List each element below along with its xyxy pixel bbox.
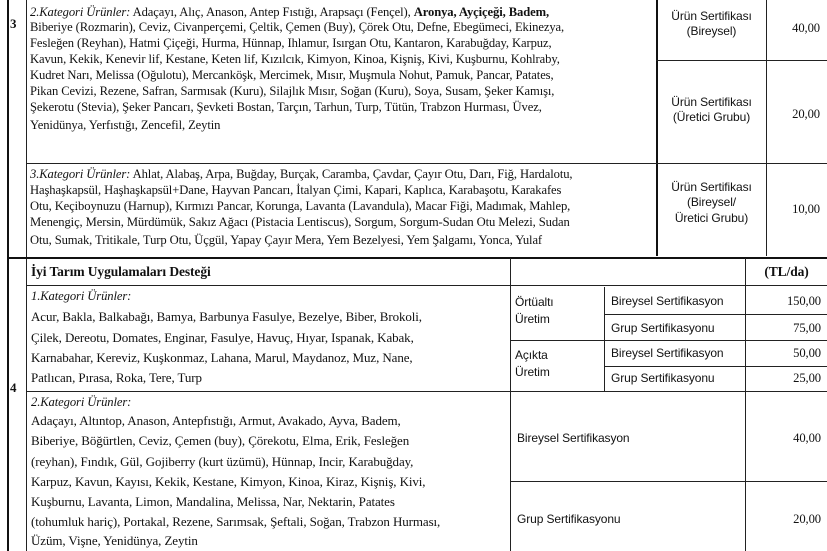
product-list-line: Biberiye (Rozmarin), Ceviz, Civanperçemi, Çeltik, Çemen (Buy), Çörek Otu, Defne, Ebegümeci, Ekinezya, — [30, 20, 565, 34]
price-individual: 40,00 — [792, 21, 820, 35]
price-group: 20,00 — [792, 107, 820, 121]
cert-label: Grup Sertifikasyonu — [611, 321, 715, 335]
product-list-line: Fesleğen (Reyhan), Hatmi Çiçeği, Hurma, Hünnap, Ihlamur, Isırgan Otu, Kantaron, Karabuğday, Karpuz, — [30, 36, 552, 50]
covered-production-label: Örtüaltı Üretim — [515, 295, 554, 327]
cert-price: 50,00 — [793, 346, 821, 360]
product-list-line: Acur, Bakla, Balkabağı, Bamya, Barbunya Fasulye, Bezelye, Biber, Brokoli, — [31, 309, 422, 324]
product-list-line: Adaçayı, Alıç, Anason, Antep Fıstığı, Arapsaçı (Fençel), — [132, 5, 411, 19]
cert-label-individual: Bireysel Sertifikasyon — [517, 431, 630, 445]
row-number-4: 4 — [10, 380, 17, 395]
category-heading: 3.Kategori Ürünler: — [30, 167, 131, 181]
product-list-line: Yenidünya, Yerfıstığı, Zencefil, Zeytin — [30, 118, 221, 132]
price-cat3: 10,00 — [792, 202, 820, 216]
product-list-line: (reyhan), Fındık, Gül, Gojiberry (kurt üzümü), Hünnap, Incir, Karabuğday, — [31, 454, 414, 469]
product-list-line: Otu, Keçiboynuzu (Harnup), Kırmızı Pancar, Korunga, Lavanta (Lavandula), Macar Fiği, Madımak, Mahlep, — [30, 199, 571, 213]
open-field-production-label: Açıkta Üretim — [515, 348, 550, 380]
product-list-line: Patlıcan, Pırasa, Roka, Tere, Turp — [31, 370, 202, 385]
product-list-line: Kudret Narı, Melissa (Oğulotu), Mercanköşk, Mercimek, Mısır, Muşmula Nohut, Pamuk, Pancar, Patates, — [30, 68, 554, 82]
cert-type-group: Ürün Sertifikası (Üretici Grubu) — [671, 95, 752, 125]
product-list-line: Menengiç, Mersin, Mürdümük, Sakız Ağacı (Pistacia Lentiscus), Sorgum, Sorgum-Sudan Otu Melezi, Sudan — [30, 215, 570, 229]
product-list-line: Üzüm, Vişne, Yenidünya, Zeytin — [31, 533, 198, 548]
cert-price: 150,00 — [786, 294, 821, 308]
cert-label: Bireysel Sertifikasyon — [611, 294, 724, 308]
product-list-line: Haşhaşkapsül, Haşhaşkapsül+Dane, Hayvan Pancarı, İtalyan Çimi, Kapari, Kaplıca, Karabaşotu, Karakafes — [30, 183, 562, 197]
bold-product-list: Aronya, Ayçiçeği, Badem, — [413, 5, 550, 19]
product-list-line: Biberiye, Böğürtlen, Ceviz, Çemen (buy), Çörekotu, Elma, Erik, Fesleğen — [31, 433, 410, 448]
product-list-line: Ahlat, Alabaş, Arpa, Buğday, Burçak, Caramba, Çavdar, Çayır Otu, Darı, Fiğ, Hardalotu, — [132, 167, 573, 181]
category-heading: 2.Kategori Ürünler: — [31, 395, 132, 409]
cert-label: Bireysel Sertifikasyon — [611, 346, 724, 360]
product-list-line: Kavun, Kekik, Kenevir lif, Kestane, Keten lif, Kızılcık, Kimyon, Kinoa, Kişniş, Kivi, Kuşburnu, Kohlraby, — [30, 52, 560, 66]
cert-price: 25,00 — [793, 371, 821, 385]
product-list-line: Çilek, Dereotu, Domates, Enginar, Fasulye, Havuç, Hıyar, Ispanak, Kabak, — [31, 330, 414, 345]
unit-label: (TL/da) — [764, 264, 809, 279]
product-list-line: Karpuz, Kavun, Kayısı, Kekik, Kestane, Kimyon, Kinoa, Kiraz, Kişniş, Kivi, — [31, 474, 426, 489]
product-list-line: Otu, Sumak, Tritikale, Turp Otu, Üçgül, Yapay Çayır Mera, Yem Bezelyesi, Yem Şalgamı, Yonca, Yulaf — [30, 233, 543, 247]
product-list-line: Karnabahar, Kereviz, Kuşkonmaz, Lahana, Marul, Maydanoz, Muz, Nane, — [31, 350, 413, 365]
cert-label: Grup Sertifikasyonu — [611, 371, 715, 385]
section-title: İyi Tarım Uygulamaları Desteği — [31, 264, 211, 279]
price-individual: 40,00 — [793, 431, 821, 445]
category-heading: 1.Kategori Ürünler: — [31, 289, 132, 303]
product-list-line: Kuşburnu, Lavanta, Limon, Mandalina, Melissa, Nar, Nektarin, Patates — [31, 494, 395, 509]
category-heading: 2.Kategori Ürünler: — [30, 5, 131, 19]
product-list-line: Şekerotu (Stevia), Şeker Pancarı, Şevketi Bostan, Tarçın, Tarhun, Turp, Tütün, Trabzon Hurması, Üvez, — [30, 100, 542, 114]
cert-label-group: Grup Sertifikasyonu — [517, 512, 621, 526]
product-list-line: Pikan Cevizi, Rezene, Safran, Sarmısak (Kuru), Silajlık Mısır, Soğan (Kuru), Soya, Susam, Şeker Kamışı, — [30, 84, 555, 98]
row-number-3: 3 — [10, 16, 17, 31]
cert-type-individual: Ürün Sertifikası (Bireysel) — [671, 9, 752, 39]
price-group: 20,00 — [793, 512, 821, 526]
product-list-line: (tohumluk hariç), Portakal, Rezene, Sarımsak, Şeftali, Soğan, Trabzon Hurması, — [31, 514, 441, 529]
product-list-line: Adaçayı, Altıntop, Anason, Antepfıstığı, Armut, Avakado, Ayva, Badem, — [31, 413, 401, 428]
cert-type-mixed: Ürün Sertifikası (Bireysel/ Üretici Grubu) — [671, 180, 752, 225]
cert-price: 75,00 — [793, 321, 821, 335]
